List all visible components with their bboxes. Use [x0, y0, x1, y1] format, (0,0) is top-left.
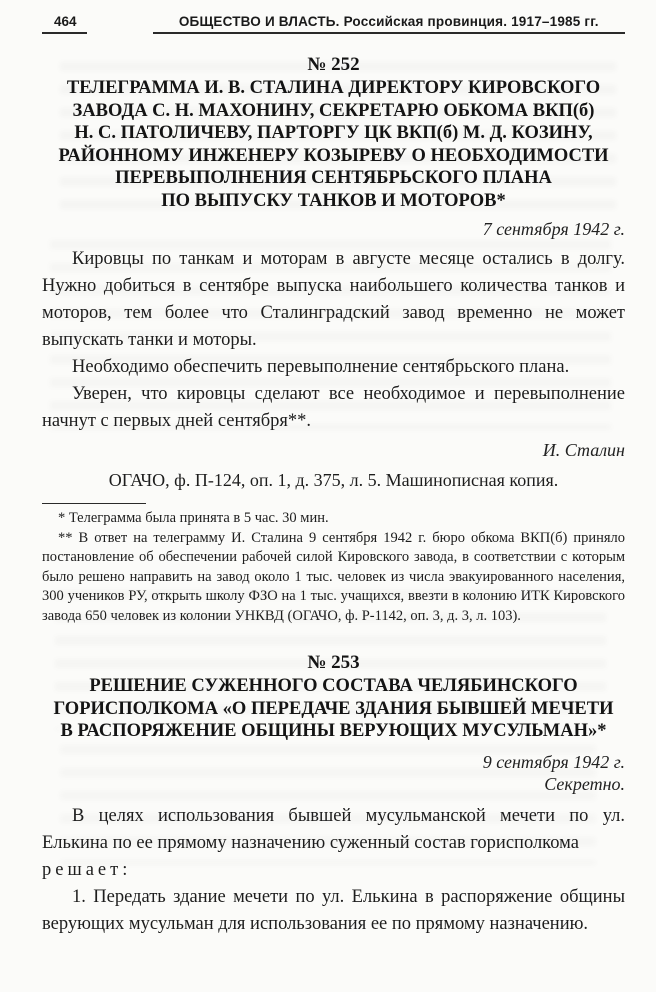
footnote: * Телеграмма была принята в 5 час. 30 мин.	[58, 510, 329, 526]
secrecy-label: Секретно.	[544, 773, 625, 794]
running-head	[42, 14, 625, 34]
document-title-line: Н. С. ПАТОЛИЧЕВУ, ПАРТОРГУ ЦК ВКП(б) М. Д. КОЗИНУ,	[74, 123, 593, 143]
paragraph: Кировцы по танкам и моторам в августе месяце остались в долгу. Нужно добиться в сентябре выпуска наибольшего количества танков и моторов, тем более что Сталинградский завод временно не может выпускать танки и моторы.	[42, 249, 625, 350]
footnote-separator	[42, 503, 146, 504]
document-title-line: ГОРИСПОЛКОМА «О ПЕРЕДАЧЕ ЗДАНИЯ БЫВШЕЙ МЕЧЕТИ	[53, 698, 614, 719]
page-number: 464	[42, 14, 87, 34]
document-253	[42, 652, 625, 938]
document-title-line: РАЙОННОМУ ИНЖЕНЕРУ КОЗЫРЕВУ О НЕОБХОДИМОСТИ	[58, 145, 609, 166]
document-title-line: ТЕЛЕГРАММА И. В. СТАЛИНА ДИРЕКТОРУ КИРОВСКОГО	[66, 78, 601, 98]
document-title-line: В РАСПОРЯЖЕНИЕ ОБЩИНЫ ВЕРУЮЩИХ МУСУЛЬМАН»*	[60, 721, 607, 741]
document-title-line: ЗАВОДА С. Н. МАХОНИНУ, СЕКРЕТАРЮ ОБКОМА ВКП(б)	[72, 100, 595, 121]
document-number: № 252	[307, 54, 360, 75]
archive-source: ОГАЧО, ф. П-124, оп. 1, д. 375, л. 5. Машинописная копия.	[108, 470, 559, 490]
document-date: 9 сентября 1942 г.	[482, 751, 625, 772]
page-content	[42, 14, 625, 938]
resolves-word: решает:	[42, 859, 132, 880]
document-title-line: ПО ВЫПУСКУ ТАНКОВ И МОТОРОВ*	[161, 190, 506, 211]
document-252	[42, 54, 625, 491]
document-title-line: ПЕРЕВЫПОЛНЕНИЯ СЕНТЯБРЬСКОГО ПЛАНА	[115, 168, 552, 188]
document-title-line: РЕШЕНИЕ СУЖЕННОГО СОСТАВА ЧЕЛЯБИНСКОГО	[89, 676, 578, 696]
footnote: ** В ответ на телеграмму И. Сталина 9 сентября 1942 г. бюро обкома ВКП(б) приняло постановление об обеспечении рабочей силой Кировского завода, в соответствии с которым было решено направить на завод около 1 тыс. человек из числа эвакуированного населения, 300 учеников РУ, открыть школу ФЗО на 1 тыс. учащихся, ввезти в колонию ИТК Кировского завода 650 человек из колонии УНКВД (ОГАЧО, ф. Р-1142, оп. 3, д. 3, л. 103).	[42, 529, 625, 624]
paragraph: 1. Передать здание мечети по ул. Елькина в распоряжение общины верующих мусульман для использования ее по прямому назначению.	[42, 886, 625, 934]
document-number: № 253	[307, 652, 360, 673]
document-title	[42, 77, 625, 212]
paragraph: В целях использования бывшей мусульманской мечети по ул. Елькина по ее прямому назначению суженный состав горисполкома	[42, 805, 625, 853]
paragraph: Необходимо обеспечить перевыполнение сентябрьского плана.	[72, 357, 570, 377]
running-head-title: ОБЩЕСТВО И ВЛАСТЬ. Российская провинция. 1917–1985 гг.	[153, 14, 625, 34]
document-title	[42, 675, 625, 743]
signature: И. Сталин	[542, 440, 625, 460]
footnote-block	[42, 503, 625, 626]
document-date: 7 сентября 1942 г.	[482, 219, 625, 239]
paragraph: Уверен, что кировцы сделают все необходимое и перевыполнение начнут с первых дней сентября**.	[42, 384, 625, 431]
